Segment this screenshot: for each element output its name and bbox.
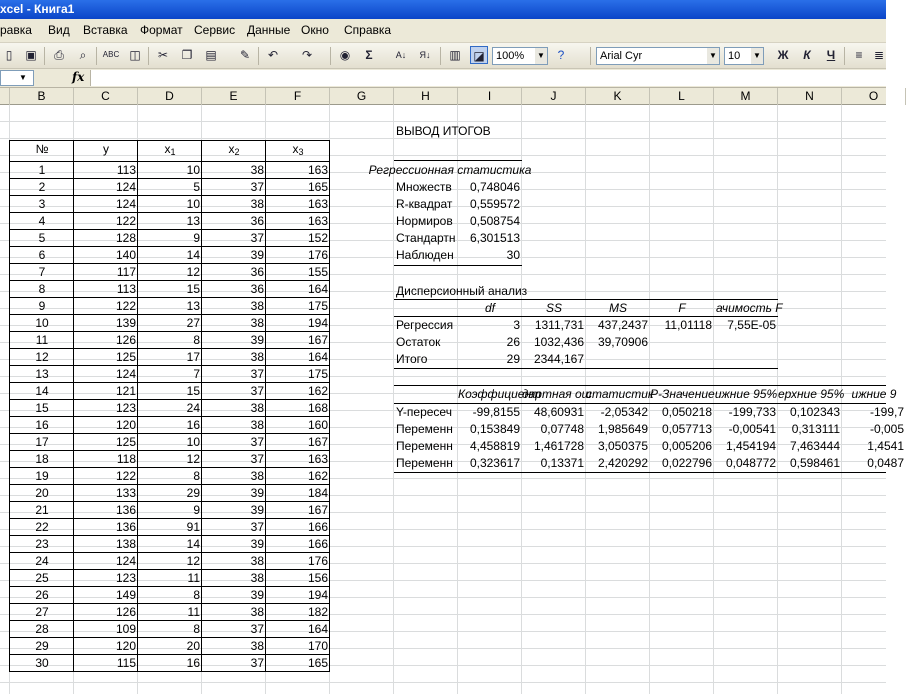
cell[interactable] xyxy=(266,139,330,159)
cell[interactable]: 12 xyxy=(186,452,200,466)
cell[interactable]: Наблюден xyxy=(396,248,454,262)
menu-format[interactable]: Формат xyxy=(140,23,183,37)
cell[interactable]: 38 xyxy=(250,469,264,483)
cell[interactable]: 38 xyxy=(250,571,264,585)
column-header[interactable]: J xyxy=(522,88,586,105)
cell[interactable]: 17 xyxy=(186,350,200,364)
cell[interactable]: 36 xyxy=(250,282,264,296)
spelling-icon[interactable]: ABC xyxy=(102,50,120,59)
column-header[interactable]: C xyxy=(74,88,138,105)
cell[interactable]: -0,00541 xyxy=(728,422,776,436)
cell[interactable]: 7,463444 xyxy=(789,439,840,453)
cell[interactable]: 12 xyxy=(35,350,49,364)
cell[interactable]: 11,01118 xyxy=(664,318,712,332)
cell[interactable]: 0,559572 xyxy=(469,197,520,211)
cell[interactable]: 48,60931 xyxy=(533,405,584,419)
cell[interactable]: -199,733 xyxy=(728,405,776,419)
cell[interactable]: 4 xyxy=(38,214,46,228)
cell[interactable]: 164 xyxy=(307,622,328,636)
cell[interactable]: 0,748046 xyxy=(469,180,520,194)
cell[interactable]: 39 xyxy=(250,248,264,262)
function-icon[interactable]: fx xyxy=(72,70,85,84)
cell[interactable]: 1032,436 xyxy=(533,335,584,349)
formula-bar xyxy=(0,69,886,88)
cell[interactable]: 16 xyxy=(186,418,200,432)
cell[interactable]: 184 xyxy=(307,486,328,500)
cell[interactable]: 11 xyxy=(187,571,200,585)
sort-descending-icon[interactable]: Я↓ xyxy=(419,50,431,60)
cell[interactable]: 124 xyxy=(115,554,136,568)
cell[interactable]: Итого xyxy=(396,352,428,366)
cell[interactable]: 39 xyxy=(250,486,264,500)
copy-icon[interactable]: ❐ xyxy=(181,48,193,62)
cell[interactable]: 29 xyxy=(506,352,520,366)
cell[interactable]: Коэффициент xyxy=(458,387,542,401)
cell[interactable]: 124 xyxy=(115,180,136,194)
cell[interactable]: 123 xyxy=(115,401,136,415)
cell[interactable]: Регрессионная статистика xyxy=(368,163,532,177)
cell[interactable]: 37 xyxy=(250,231,264,245)
cell[interactable]: 138 xyxy=(115,537,136,551)
cell[interactable]: 7,55E-05 xyxy=(727,318,776,332)
header-text: № xyxy=(35,142,49,156)
worksheet-grid[interactable] xyxy=(0,105,904,694)
cell[interactable]: 37 xyxy=(250,180,264,194)
formula-input[interactable] xyxy=(90,70,886,86)
cell[interactable]: 1,4541 xyxy=(867,439,904,453)
cell[interactable]: 122 xyxy=(115,299,136,313)
cell[interactable]: 0,598461 xyxy=(789,456,840,470)
cell[interactable]: 26 xyxy=(35,588,49,602)
cell[interactable]: Стандартн xyxy=(396,231,456,245)
cell[interactable]: -2,05342 xyxy=(600,405,648,419)
cell[interactable]: Остаток xyxy=(396,335,441,349)
cell[interactable]: 25 xyxy=(35,571,49,585)
cell[interactable]: 165 xyxy=(307,656,328,670)
cell[interactable]: 120 xyxy=(115,639,136,653)
column-header[interactable]: D xyxy=(138,88,202,105)
header-text: x xyxy=(228,142,235,156)
cell[interactable]: Переменн xyxy=(396,456,453,470)
cell[interactable]: 160 xyxy=(307,418,328,432)
column-header[interactable]: M xyxy=(714,88,778,105)
cell[interactable]: 175 xyxy=(307,299,328,313)
cell[interactable]: 6 xyxy=(38,248,46,262)
cell[interactable]: 14 xyxy=(186,537,200,551)
cell[interactable]: 38 xyxy=(250,401,264,415)
cell[interactable]: 194 xyxy=(307,588,328,602)
bold-button[interactable]: Ж xyxy=(777,48,789,62)
cell[interactable]: 170 xyxy=(307,639,328,653)
header-subscript: 3 xyxy=(298,147,304,157)
cell[interactable]: 194 xyxy=(307,316,328,330)
hyperlink-icon[interactable]: ◉ xyxy=(339,48,351,62)
cell[interactable]: 124 xyxy=(115,367,136,381)
cell[interactable]: 113 xyxy=(116,282,136,296)
align-left-icon[interactable]: ≡ xyxy=(855,48,863,62)
cell[interactable]: 16 xyxy=(186,656,200,670)
cell[interactable]: 167 xyxy=(307,333,328,347)
cell[interactable]: 11 xyxy=(35,333,49,347)
cell[interactable]: Множеств xyxy=(396,180,452,194)
cell[interactable]: 165 xyxy=(307,180,328,194)
cell[interactable]: 162 xyxy=(307,469,328,483)
cell[interactable]: 168 xyxy=(307,401,328,415)
print-preview-icon[interactable]: ⌕ xyxy=(79,48,87,62)
cell[interactable]: 27 xyxy=(186,316,200,330)
cell[interactable]: 0,508754 xyxy=(469,214,520,228)
cell[interactable]: 37 xyxy=(250,622,264,636)
cell[interactable]: 124 xyxy=(115,197,136,211)
cell[interactable]: 16 xyxy=(35,418,49,432)
menu-edit[interactable]: равка xyxy=(0,23,32,37)
cell[interactable] xyxy=(138,139,202,159)
cell[interactable]: дартная ош xyxy=(522,387,592,401)
column-header[interactable]: B xyxy=(10,88,74,105)
cell[interactable]: 121 xyxy=(115,384,136,398)
cell[interactable]: 126 xyxy=(115,605,136,619)
cell[interactable]: 39,70906 xyxy=(597,335,648,349)
cell[interactable]: 115 xyxy=(116,656,136,670)
paste-icon[interactable]: ▤ xyxy=(205,48,217,62)
cell[interactable]: 15 xyxy=(35,401,49,415)
cell[interactable]: Регрессия xyxy=(396,318,454,332)
cell[interactable]: Y-пересеч xyxy=(396,405,452,419)
cell[interactable]: 38 xyxy=(250,316,264,330)
menu-bar xyxy=(0,19,886,43)
cell[interactable]: MS xyxy=(609,301,627,315)
cell[interactable]: 37 xyxy=(250,656,264,670)
cell[interactable]: ижние 95% xyxy=(714,387,778,401)
cell[interactable]: ачимость F xyxy=(716,301,783,315)
cell[interactable]: 0,153849 xyxy=(469,422,520,436)
cell[interactable]: 30 xyxy=(506,248,520,262)
cell[interactable]: 5 xyxy=(38,231,46,245)
cell[interactable]: 1 xyxy=(38,163,46,177)
font-name-select[interactable]: Arial Cyr ▼ xyxy=(596,47,720,65)
cell[interactable]: 19 xyxy=(35,469,49,483)
cell[interactable]: 39 xyxy=(250,503,264,517)
cut-icon[interactable]: ✂ xyxy=(157,48,169,62)
menu-window[interactable]: Окно xyxy=(301,23,329,37)
cell[interactable]: 3 xyxy=(38,197,46,211)
header-subscript: 2 xyxy=(234,147,240,157)
cell[interactable]: 1311,731 xyxy=(534,318,584,332)
cell[interactable]: 38 xyxy=(250,350,264,364)
cell[interactable]: 9 xyxy=(193,503,200,517)
cell[interactable]: 128 xyxy=(115,231,136,245)
cell[interactable]: 8 xyxy=(193,588,200,602)
cell[interactable]: SS xyxy=(545,301,562,315)
cell[interactable]: ВЫВОД ИТОГОВ xyxy=(396,124,491,138)
cell[interactable]: 0,022796 xyxy=(661,456,712,470)
cell[interactable]: 133 xyxy=(115,486,136,500)
cell[interactable]: 123 xyxy=(115,571,136,585)
sort-ascending-icon[interactable]: A↓ xyxy=(395,50,407,60)
column-header[interactable]: O xyxy=(842,88,906,105)
underline-button[interactable]: Ч xyxy=(826,48,836,62)
menu-data[interactable]: Данные xyxy=(247,23,291,37)
cell[interactable]: 156 xyxy=(307,571,328,585)
cell[interactable]: ерхние 95% xyxy=(778,387,845,401)
cell[interactable]: 10 xyxy=(186,197,200,211)
cell[interactable]: 0,057713 xyxy=(661,422,712,436)
cell[interactable]: 9 xyxy=(193,231,200,245)
cell[interactable]: 39 xyxy=(250,537,264,551)
cell[interactable]: R-квадрат xyxy=(396,197,453,211)
header-subscript: 1 xyxy=(170,147,176,157)
menu-insert[interactable]: Вставка xyxy=(83,23,128,37)
column-header[interactable]: E xyxy=(202,88,266,105)
cell[interactable]: 182 xyxy=(307,605,328,619)
cell[interactable]: 109 xyxy=(115,622,136,636)
title-bar xyxy=(0,0,886,19)
cell[interactable]: 166 xyxy=(307,537,328,551)
cell[interactable]: 22 xyxy=(35,520,49,534)
undo-icon[interactable]: ↶ xyxy=(267,48,279,62)
cell[interactable]: 7 xyxy=(38,265,46,279)
cell[interactable]: 38 xyxy=(250,639,264,653)
cell[interactable]: 139 xyxy=(115,316,136,330)
cell[interactable]: 12 xyxy=(186,265,200,279)
column-header[interactable]: K xyxy=(586,88,650,105)
cell[interactable]: 10 xyxy=(186,163,200,177)
align-center-icon[interactable]: ≣ xyxy=(873,48,885,62)
cell[interactable]: 163 xyxy=(307,163,328,177)
cell[interactable]: 36 xyxy=(250,214,264,228)
cell[interactable]: 15 xyxy=(186,282,200,296)
cell[interactable]: Переменн xyxy=(396,439,453,453)
cell[interactable]: 36 xyxy=(250,265,264,279)
cell[interactable]: 10 xyxy=(35,316,49,330)
cell[interactable]: 164 xyxy=(307,350,328,364)
cell[interactable]: 13 xyxy=(186,214,200,228)
cell[interactable]: 125 xyxy=(115,435,136,449)
format-painter-icon[interactable]: ✎ xyxy=(239,48,251,62)
column-headers xyxy=(0,88,886,105)
cell[interactable]: 437,2437 xyxy=(597,318,648,332)
cell[interactable]: 13 xyxy=(186,299,200,313)
cell[interactable]: 13 xyxy=(35,367,49,381)
cell[interactable]: 21 xyxy=(35,503,49,517)
cell[interactable]: 3 xyxy=(513,318,520,332)
cell[interactable]: 37 xyxy=(250,435,264,449)
cell[interactable]: 0,0487 xyxy=(867,456,904,470)
new-icon[interactable]: ▯ xyxy=(5,48,13,62)
cell[interactable]: Переменн xyxy=(396,422,453,436)
cell[interactable]: 39 xyxy=(250,588,264,602)
cell[interactable]: 91 xyxy=(186,520,200,534)
cell[interactable]: 12 xyxy=(186,554,200,568)
cell[interactable]: 136 xyxy=(115,520,136,534)
cell[interactable]: 166 xyxy=(307,520,328,534)
help-icon[interactable]: ? xyxy=(557,48,565,62)
window-title: xcel - Книга1 xyxy=(0,2,75,16)
cell[interactable]: 163 xyxy=(307,197,328,211)
cell[interactable]: 152 xyxy=(307,231,328,245)
cell[interactable]: 120 xyxy=(115,418,136,432)
cell[interactable]: 117 xyxy=(116,265,136,279)
cell[interactable]: 39 xyxy=(250,333,264,347)
column-header[interactable]: G xyxy=(330,88,394,105)
cell[interactable]: 23 xyxy=(35,537,49,551)
column-header[interactable]: L xyxy=(650,88,714,105)
cell[interactable]: 176 xyxy=(307,248,328,262)
italic-button[interactable]: К xyxy=(803,48,811,62)
cell[interactable]: 163 xyxy=(307,214,328,228)
standard-toolbar xyxy=(0,43,886,69)
cell[interactable]: 8 xyxy=(193,469,200,483)
cell[interactable]: 7 xyxy=(193,367,200,381)
cell[interactable] xyxy=(202,139,266,159)
cell[interactable]: 8 xyxy=(193,333,200,347)
cell[interactable]: 176 xyxy=(307,554,328,568)
cell[interactable]: 27 xyxy=(35,605,49,619)
cell[interactable]: 167 xyxy=(307,435,328,449)
name-box[interactable]: ▼ xyxy=(0,70,34,86)
column-header[interactable] xyxy=(0,88,10,105)
cell[interactable]: 2344,167 xyxy=(533,352,584,366)
column-header[interactable]: F xyxy=(266,88,330,105)
cell[interactable]: 0,13371 xyxy=(540,456,584,470)
cell[interactable]: 9 xyxy=(38,299,46,313)
cell[interactable]: 29 xyxy=(35,639,49,653)
cell[interactable]: 20 xyxy=(35,486,49,500)
cell[interactable]: 38 xyxy=(250,418,264,432)
column-header[interactable]: N xyxy=(778,88,842,105)
cell[interactable]: 0,313111 xyxy=(791,422,840,436)
cell[interactable]: 167 xyxy=(307,503,328,517)
cell[interactable]: 2,420292 xyxy=(597,456,648,470)
header-text: x xyxy=(292,142,299,156)
cell[interactable]: Дисперсионный анализ xyxy=(396,284,528,298)
cell[interactable]: 6,301513 xyxy=(469,231,520,245)
cell[interactable]: 24 xyxy=(186,401,200,415)
cell[interactable]: статистик xyxy=(586,387,654,401)
cell[interactable]: 122 xyxy=(115,214,136,228)
cell[interactable]: 38 xyxy=(250,554,264,568)
cell[interactable]: df xyxy=(484,301,495,315)
autosum-icon[interactable]: Σ xyxy=(365,48,373,62)
cell[interactable]: 11 xyxy=(187,605,200,619)
cell[interactable]: 18 xyxy=(35,452,49,466)
redo-icon[interactable]: ↷ xyxy=(301,48,313,62)
cell[interactable] xyxy=(74,139,138,159)
cell[interactable]: 164 xyxy=(307,282,328,296)
column-header[interactable]: I xyxy=(458,88,522,105)
header-text: y xyxy=(103,142,109,156)
cell[interactable]: 175 xyxy=(307,367,328,381)
column-header[interactable]: H xyxy=(394,88,458,105)
cell[interactable]: 14 xyxy=(186,248,200,262)
drawing-icon[interactable]: ◪ xyxy=(470,46,488,64)
cell[interactable]: 10 xyxy=(186,435,200,449)
cell[interactable]: ижние 9 xyxy=(851,387,897,401)
cell[interactable]: 149 xyxy=(115,588,136,602)
cell[interactable]: 1,461728 xyxy=(533,439,584,453)
cell[interactable]: 1,985649 xyxy=(597,422,648,436)
cell[interactable]: 8 xyxy=(38,282,46,296)
cell[interactable]: 4,458819 xyxy=(469,439,520,453)
cell[interactable]: 0,323617 xyxy=(469,456,520,470)
cell[interactable]: 37 xyxy=(250,520,264,534)
cell[interactable]: 136 xyxy=(115,503,136,517)
cell[interactable]: 3,050375 xyxy=(597,439,648,453)
print-icon[interactable]: ⎙ xyxy=(54,48,64,62)
header-text: x xyxy=(164,142,171,156)
cell[interactable]: 38 xyxy=(250,197,264,211)
font-size-select[interactable]: 10 ▼ xyxy=(724,47,764,65)
menu-help[interactable]: Справка xyxy=(344,23,392,37)
cell[interactable]: 38 xyxy=(250,605,264,619)
cell[interactable]: 140 xyxy=(115,248,136,262)
cell[interactable]: Р-Значение xyxy=(650,387,715,401)
cell[interactable]: 0,07748 xyxy=(540,422,584,436)
cell[interactable]: 162 xyxy=(307,384,328,398)
cell[interactable]: 0,005206 xyxy=(661,439,712,453)
cell[interactable]: 0,048772 xyxy=(725,456,776,470)
cell[interactable]: 38 xyxy=(250,299,264,313)
cell[interactable]: 155 xyxy=(307,265,328,279)
cell[interactable]: 17 xyxy=(35,435,49,449)
chart-wizard-icon[interactable]: ▥ xyxy=(449,48,461,62)
cell[interactable]: 1,454194 xyxy=(725,439,776,453)
cell[interactable]: 8 xyxy=(193,622,200,636)
cell[interactable]: Нормиров xyxy=(396,214,453,228)
research-icon[interactable]: ◫ xyxy=(129,48,141,62)
cell[interactable]: F xyxy=(678,301,686,315)
cell[interactable]: 118 xyxy=(116,452,136,466)
cell[interactable]: 5 xyxy=(193,180,200,194)
cell[interactable]: 0,050218 xyxy=(661,405,712,419)
cell[interactable]: 14 xyxy=(35,384,49,398)
cell[interactable]: -199,7 xyxy=(869,405,904,419)
menu-tools[interactable]: Сервис xyxy=(194,23,236,37)
cell[interactable]: 126 xyxy=(115,333,136,347)
permission-icon[interactable]: ▣ xyxy=(25,48,37,62)
cell[interactable]: -99,8155 xyxy=(472,405,520,419)
cell[interactable]: 113 xyxy=(116,163,136,177)
zoom-select[interactable]: 100% ▼ xyxy=(492,47,548,65)
cell[interactable] xyxy=(10,139,74,159)
cell[interactable]: 28 xyxy=(35,622,49,636)
cell[interactable]: 26 xyxy=(506,335,520,349)
cell[interactable]: 163 xyxy=(307,452,328,466)
cell[interactable]: 30 xyxy=(35,656,49,670)
cell[interactable]: -0,005 xyxy=(869,422,904,436)
menu-view[interactable]: Вид xyxy=(48,23,70,37)
cell[interactable]: 37 xyxy=(250,384,264,398)
cell[interactable]: 2 xyxy=(38,180,46,194)
cell[interactable]: 38 xyxy=(250,163,264,177)
cell[interactable]: 0,102343 xyxy=(789,405,840,419)
cell[interactable]: 15 xyxy=(186,384,200,398)
cell[interactable]: 20 xyxy=(186,639,200,653)
cell[interactable]: 29 xyxy=(186,486,200,500)
cell[interactable]: 24 xyxy=(35,554,49,568)
cell[interactable]: 125 xyxy=(115,350,136,364)
cell[interactable]: 122 xyxy=(115,469,136,483)
cell[interactable]: 37 xyxy=(250,367,264,381)
cell[interactable]: 37 xyxy=(250,452,264,466)
